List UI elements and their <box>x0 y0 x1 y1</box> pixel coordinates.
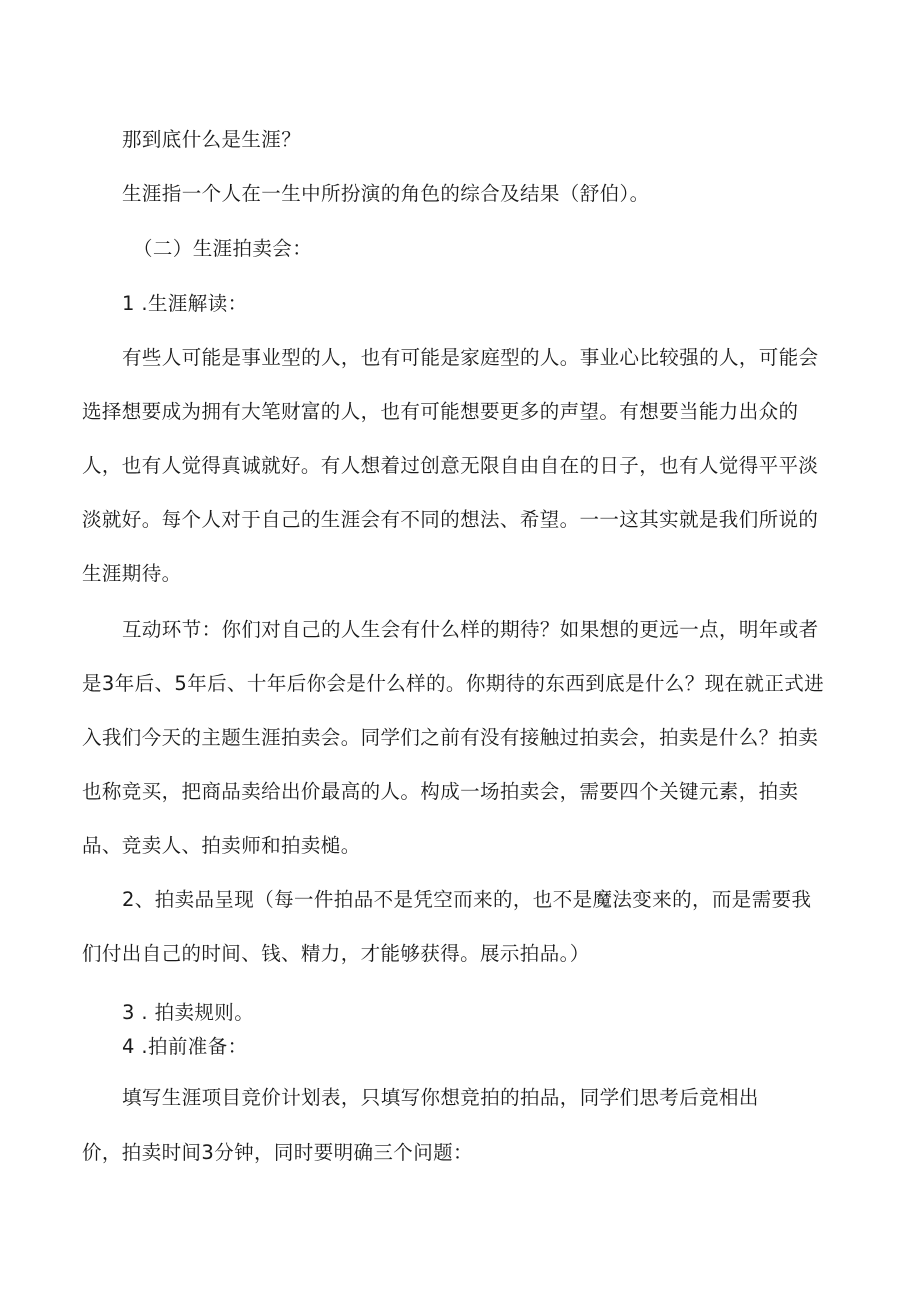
para1-line: 人，也有人觉得真诚就好。有人想着过创意无限自由自在的日子，也有人觉得平平淡 <box>82 454 819 477</box>
para4-line: 填写生涯项目竞价计划表，只填写你想竞拍的拍品，同学们思考后竞相出 <box>122 1086 759 1109</box>
para1-line: 有些人可能是事业型的人，也有可能是家庭型的人。事业心比较强的人，可能会 <box>122 346 819 369</box>
para2-line: 是3年后、5年后、十年后你会是什么样的。你期待的东西到底是什么？现在就正式进 <box>82 672 825 695</box>
para3-line: 们付出自己的时间、钱、精力，才能够获得。展示拍品。） <box>82 942 590 965</box>
para4-line: 价，拍卖时间3分钟，同时要明确三个问题： <box>82 1141 473 1164</box>
section-heading: （二）生涯拍卖会： <box>133 237 313 260</box>
para2-line: 也称竞买，把商品卖给出价最高的人。构成一场拍卖会，需要四个关键元素，拍卖 <box>82 780 799 803</box>
para1-line: 淡就好。每个人对于自己的生涯会有不同的想法、希望。一一这其实就是我们所说的 <box>82 508 819 531</box>
intro-question: 那到底什么是生涯？ <box>122 128 302 151</box>
para1-line: 选择想要成为拥有大笔财富的人，也有可能想要更多的声望。有想要当能力出众的 <box>82 400 799 423</box>
para2-line: 互动环节：你们对自己的人生会有什么样的期待？如果想的更远一点，明年或者 <box>122 618 819 641</box>
item4-heading: 4 .拍前准备： <box>122 1035 248 1058</box>
para1-line: 生涯期待。 <box>82 562 182 585</box>
item3-heading: 3 . 拍卖规则。 <box>122 1001 255 1024</box>
definition-text: 生涯指一个人在一生中所扮演的角色的综合及结果（舒伯）。 <box>122 182 650 205</box>
item1-heading: 1 .生涯解读： <box>122 292 248 315</box>
para2-line: 入我们今天的主题生涯拍卖会。同学们之前有没有接触过拍卖会，拍卖是什么？拍卖 <box>82 726 819 749</box>
para3-line: 2、拍卖品呈现（每一件拍品不是凭空而来的，也不是魔法变来的，而是需要我 <box>122 888 812 911</box>
para2-line: 品、竞卖人、拍卖师和拍卖槌。 <box>82 834 361 857</box>
